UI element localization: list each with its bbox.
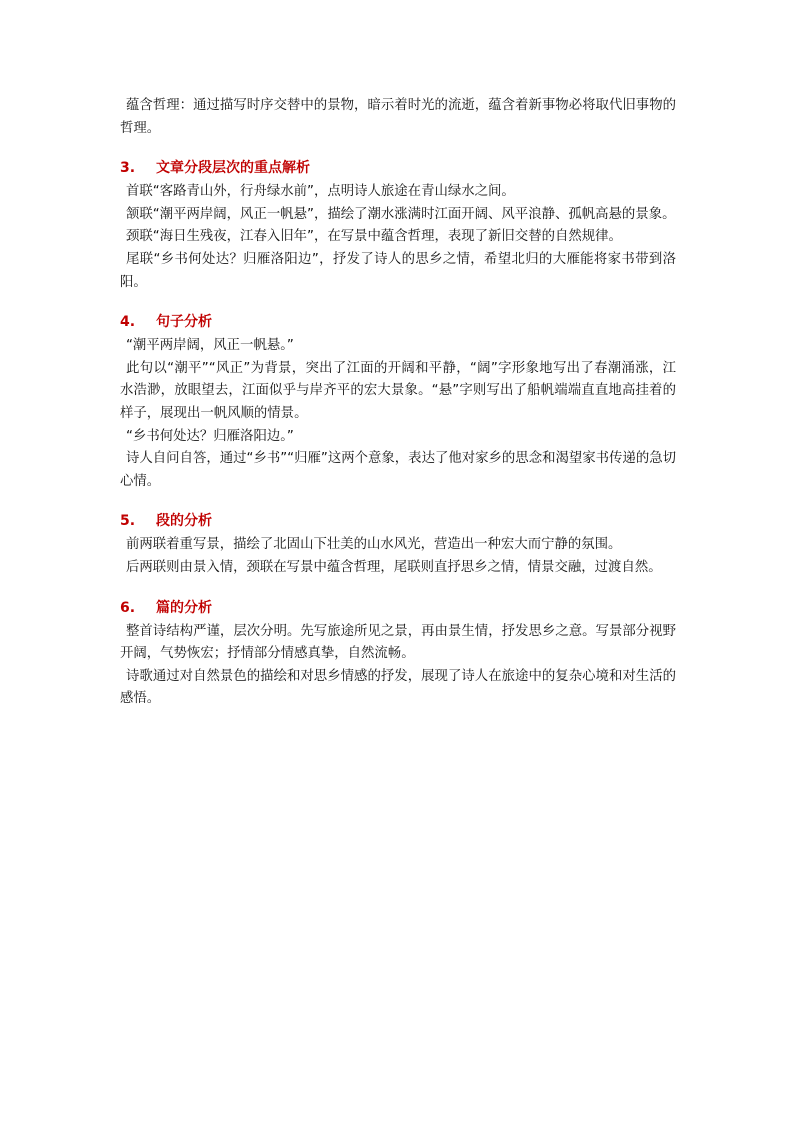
section-heading: [120, 597, 676, 619]
section-5: [120, 510, 676, 579]
section-title: 段的分析: [156, 513, 212, 530]
paragraph: 整首诗结构严谨，层次分明。先写旅途所见之景，再由景生情，抒发思乡之意。写景部分视野开阔，气势恢宏；抒情部分情感真挚，自然流畅。: [120, 623, 676, 662]
section-heading: [120, 311, 676, 333]
paragraph: 颔联“潮平两岸阔，风正一帆悬”，描绘了潮水涨满时江面开阔、风平浪静、孤帆高悬的景象。: [126, 206, 676, 222]
section-heading: [120, 510, 676, 532]
paragraph: 后两联则由景入情，颈联在写景中蕴含哲理，尾联则直抒思乡之情，情景交融，过渡自然。: [126, 559, 662, 575]
section-title: 文章分段层次的重点解析: [156, 160, 310, 177]
quoted-line: “乡书何处达？归雁洛阳边。”: [126, 428, 294, 444]
section-number: 6.: [120, 599, 136, 616]
paragraph: 首联“客路青山外，行舟绿水前”，点明诗人旅途在青山绿水之间。: [126, 184, 515, 200]
section-4: [120, 311, 676, 493]
quoted-line: “潮平两岸阔，风正一帆悬。”: [126, 338, 294, 354]
paragraph: 尾联“乡书何处达？归雁洛阳边”，抒发了诗人的思乡之情，希望北归的大雁能将家书带到洛阳。: [120, 251, 676, 290]
intro-paragraph: 蕴含哲理：通过描写时序交替中的景物，暗示着时光的流逝，蕴含着新事物必将取代旧事物的哲理。: [120, 98, 676, 136]
paragraph: 此句以“潮平”“风正”为背景，突出了江面的开阔和平静，“阔”字形象地写出了春潮涌涨，江水浩渺，放眼望去，江面似乎与岸齐平的宏大景象。“悬”字则写出了船帆端端直直地高挂着的样子，展现出一帆风顺的情景。: [120, 360, 676, 421]
paragraph: 前两联着重写景，描绘了北固山下壮美的山水风光，营造出一种宏大而宁静的氛围。: [126, 537, 622, 553]
paragraph: 诗歌通过对自然景色的描绘和对思乡情感的抒发，展现了诗人在旅途中的复杂心境和对生活的感悟。: [120, 668, 676, 707]
section-number: 4.: [120, 314, 136, 331]
section-number: 3.: [120, 160, 136, 177]
section-6: [120, 597, 676, 711]
paragraph: 颈联“海日生残夜，江春入旧年”，在写景中蕴含哲理，表现了新旧交替的自然规律。: [126, 229, 622, 245]
section-heading: [120, 157, 676, 179]
paragraph: 诗人自问自答，通过“乡书”“归雁”这两个意象，表达了他对家乡的思念和渴望家书传递的急切心情。: [120, 451, 676, 489]
section-3: [120, 157, 676, 294]
section-number: 5.: [120, 513, 136, 530]
section-title: 句子分析: [156, 314, 212, 331]
section-title: 篇的分析: [156, 599, 212, 616]
document-body: [120, 95, 676, 711]
